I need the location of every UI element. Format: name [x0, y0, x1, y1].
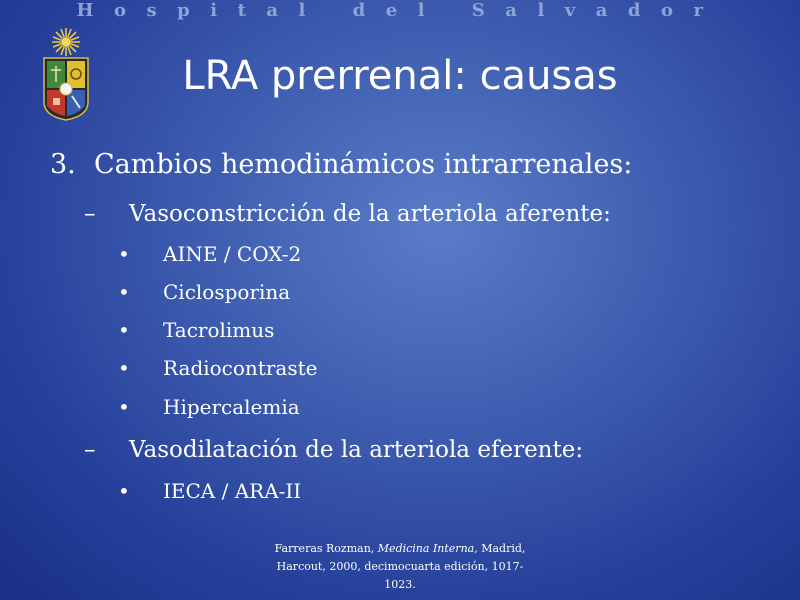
dash-marker: – [84, 201, 96, 227]
bullet-item [118, 240, 302, 268]
bullet-item-text: IECA / ARA-II [163, 479, 302, 503]
citation-book-title: Medicina Interna [377, 542, 475, 555]
list-item-text: Cambios hemodinámicos intrarrenales: [94, 149, 633, 180]
list-item-level1 [50, 148, 633, 182]
bullet-marker: • [118, 318, 130, 342]
bullet-item [118, 316, 275, 344]
citation-line-1 [0, 540, 800, 558]
bullet-item [118, 354, 318, 382]
bullet-marker: • [118, 479, 130, 503]
sublist-heading-vasoconstriccion [84, 199, 611, 229]
bullet-item-text: Hipercalemia [163, 395, 300, 419]
slide-title: LRA prerrenal: causas [182, 53, 618, 99]
bullet-item-text: AINE / COX-2 [163, 242, 302, 266]
hospital-banner: Hospital del Salvador [76, 0, 724, 21]
bullet-marker: • [118, 280, 130, 304]
sublist-heading-text: Vasoconstricción de la arteriola aferente: [129, 201, 611, 227]
bullet-item-text: Radiocontraste [163, 356, 318, 380]
bullet-marker: • [118, 356, 130, 380]
list-number: 3. [50, 149, 76, 180]
citation-author: Farreras Rozman, [274, 542, 378, 555]
sublist-heading-vasodilatacion [84, 435, 584, 465]
sublist-heading-text: Vasodilatación de la arteriola eferente: [129, 437, 584, 463]
bullet-item-text: Tacrolimus [163, 318, 275, 342]
dash-marker: – [84, 437, 96, 463]
bullet-item-text: Ciclosporina [163, 280, 291, 304]
citation-line-2: Harcout, 2000, decimocuarta edición, 1017- [276, 560, 524, 573]
bullet-item [118, 393, 300, 421]
bullet-marker: • [118, 242, 130, 266]
citation-line-3: 1023. [384, 578, 416, 591]
citation-place: , Madrid, [474, 542, 526, 555]
reference-citation [0, 540, 800, 594]
bullet-marker: • [118, 395, 130, 419]
bullet-item [118, 477, 302, 505]
bullet-item [118, 278, 291, 306]
